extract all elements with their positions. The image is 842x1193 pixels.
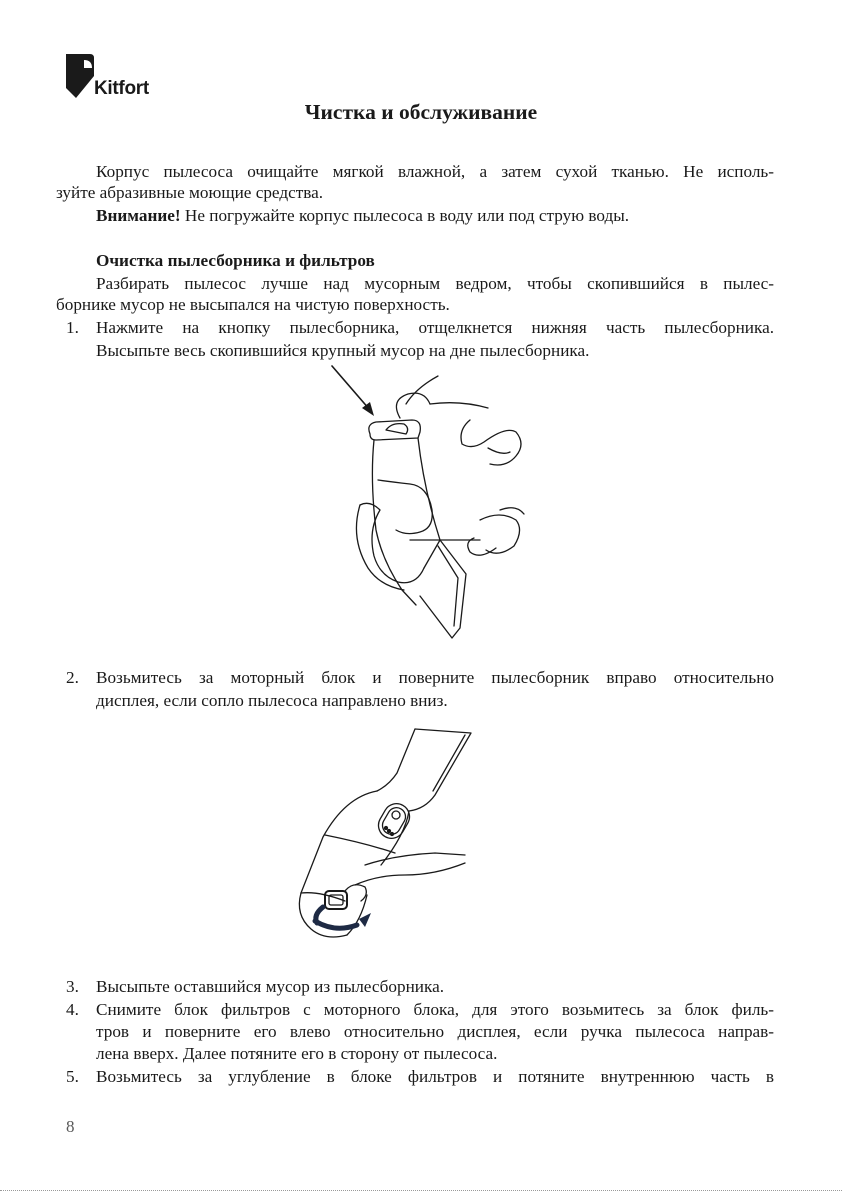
page-number: 8 — [66, 1117, 75, 1136]
step-4-line-2: тров и поверните его влево относительно дисплея, если ручка пылесоса направ- — [96, 1022, 774, 1041]
step-1-number: 1. — [66, 318, 79, 337]
rotate-dust-container-illustration — [285, 725, 475, 945]
step-4-line-1: Снимите блок фильтров с моторного блока, для этого возьмитесь за блок филь- — [96, 1000, 774, 1019]
warning-text: Не погружайте корпус пылесоса в воду или под струю воды. — [180, 206, 630, 225]
intro-line-2: зуйте абразивные моющие средства. — [56, 183, 324, 202]
section-paragraph-line-2: борнике мусор не высыпался на чистую поверхность. — [56, 295, 450, 314]
kitfort-logo-icon — [66, 54, 96, 98]
step-4-line-3: лена вверх. Далее потяните его в сторону от пылесоса. — [96, 1044, 498, 1063]
step-2-line-1: Возьмитесь за моторный блок и поверните пылесборник вправо относительно — [96, 668, 774, 687]
intro-line-1: Корпус пылесоса очищайте мягкой влажной, а затем сухой тканью. Не исполь- — [96, 162, 774, 181]
warning-paragraph — [96, 205, 774, 226]
step-2-line-2: дисплея, если сопло пылесоса направлено вниз. — [96, 691, 448, 710]
page-bottom-divider — [0, 1190, 842, 1191]
step-2-number: 2. — [66, 668, 79, 687]
page-title: Чистка и обслуживание — [304, 100, 538, 124]
section-heading-text: Очистка пылесборника и фильтров — [96, 251, 375, 270]
step-3-line-1: Высыпьте оставшийся мусор из пылесборника. — [96, 977, 445, 996]
dust-container-button-illustration — [320, 360, 540, 645]
brand-name: Kitfort — [94, 78, 149, 99]
brand-logo — [66, 54, 166, 102]
warning-label: Внимание! — [96, 206, 181, 225]
step-5-number: 5. — [66, 1067, 79, 1086]
step-5-line-1: Возьмитесь за углубление в блоке фильтров и потяните внутреннюю часть в — [96, 1067, 774, 1086]
step-3-number: 3. — [66, 977, 79, 996]
step-4-number: 4. — [66, 1000, 79, 1019]
section-paragraph-line-1: Разбирать пылесос лучше над мусорным ведром, чтобы скопившийся в пылес- — [96, 274, 774, 293]
section-heading — [96, 250, 774, 271]
step-1-line-2: Высыпьте весь скопившийся крупный мусор на дне пылесборника. — [96, 341, 590, 360]
step-1-line-1: Нажмите на кнопку пылесборника, отщелкнется нижняя часть пылесборника. — [96, 318, 774, 337]
